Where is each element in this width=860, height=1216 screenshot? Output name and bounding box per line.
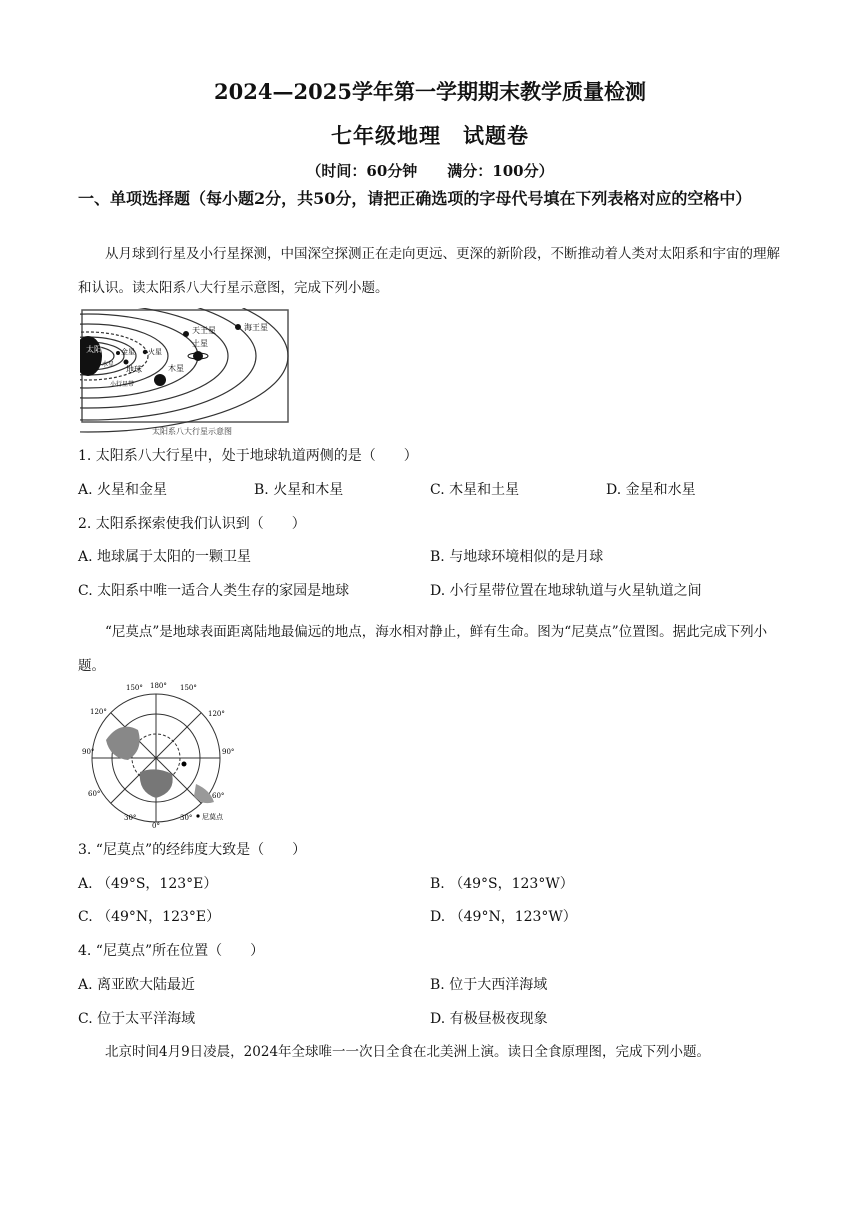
intro-paragraph-1: 从月球到行星及小行星探测，中国深空探测正在走向更远、更深的新阶段，不断推动着人类对太阳系和宇宙的理解和认识。读太阳系八大行星示意图，完成下列小题。 xyxy=(78,246,780,296)
antarctica-shape xyxy=(140,769,173,798)
tick-label: 30° xyxy=(124,814,137,822)
tick-label: 120° xyxy=(208,710,225,718)
jupiter-label: 木星 xyxy=(168,364,184,373)
tick-label: 90° xyxy=(82,748,95,756)
point-nemo-map xyxy=(80,680,240,830)
saturn-label: 土星 xyxy=(192,339,208,348)
q3-option-b[interactable]: B. （49°S，123°W） xyxy=(430,876,574,892)
exam-title: 2024—2025学年第一学期期末教学质量检测 xyxy=(214,79,646,104)
q4-option-d[interactable]: D. 有极昼极夜现象 xyxy=(430,1011,548,1027)
south-america-shape xyxy=(194,784,214,803)
q1-option-d[interactable]: D. 金星和水星 xyxy=(606,482,696,498)
q4-option-a[interactable]: A. 离亚欧大陆最近 xyxy=(78,977,196,993)
q3-option-a[interactable]: A. （49°S，123°E） xyxy=(78,876,218,892)
uranus-label: 天王星 xyxy=(192,326,216,335)
question-2-stem: 2. 太阳系探索使我们认识到（ ） xyxy=(78,516,306,532)
q2-option-d[interactable]: D. 小行星带位置在地球轨道与火星轨道之间 xyxy=(430,583,702,599)
q1-option-b[interactable]: B. 火星和木星 xyxy=(254,482,344,498)
q4-option-c[interactable]: C. 位于太平洋海域 xyxy=(78,1011,196,1027)
tick-label: 60° xyxy=(212,792,225,800)
neptune-label: 海王星 xyxy=(244,323,268,332)
neptune-dot xyxy=(235,324,241,330)
q2-option-b[interactable]: B. 与地球环境相似的是月球 xyxy=(430,549,604,565)
earth-dot xyxy=(124,360,129,365)
asteroid-belt-label: 小行星带 xyxy=(110,381,135,388)
australia-shape xyxy=(106,727,140,760)
question-3-stem: 3. “尼莫点”的经纬度大致是（ ） xyxy=(78,842,307,858)
q2-option-a[interactable]: A. 地球属于太阳的一颗卫星 xyxy=(78,549,252,565)
tick-label: 180° xyxy=(150,682,167,690)
tick-label: 0° xyxy=(152,822,160,830)
mars-label: 火星 xyxy=(148,348,162,356)
section-heading: 一、单项选择题（每小题2分，共50分，请把正确选项的字母代号填在下列表格对应的空格中） xyxy=(78,189,752,208)
intro-paragraph-3: 北京时间4月9日凌晨，2024年全球唯一一次日全食在北美洲上演。读日全食原理图，完成下列小题。 xyxy=(105,1044,711,1060)
mars-dot xyxy=(143,350,147,354)
solar-system-diagram xyxy=(80,308,290,438)
q1-option-a[interactable]: A. 火星和金星 xyxy=(78,482,168,498)
venus-label: 金星 xyxy=(121,348,135,356)
mercury-label: 水星 xyxy=(102,361,115,368)
tick-label: 150° xyxy=(126,684,143,692)
intro-paragraph-2: “尼莫点”是地球表面距离陆地最偏远的地点，海水相对静止，鲜有生命。图为“尼莫点”位置图。据此完成下列小题。 xyxy=(78,624,768,674)
tick-label: 150° xyxy=(180,684,197,692)
figure-caption: 太阳系八大行星示意图 xyxy=(152,427,232,436)
exam-meta: （时间：60分钟 满分：100分） xyxy=(306,162,554,180)
sun-label: 太阳 xyxy=(86,345,102,354)
uranus-dot xyxy=(183,331,189,337)
question-1-stem: 1. 太阳系八大行星中，处于地球轨道两侧的是（ ） xyxy=(78,448,418,464)
tick-label: 120° xyxy=(90,708,107,716)
tick-label: 30° xyxy=(180,814,193,822)
question-4-stem: 4. “尼莫点”所在位置（ ） xyxy=(78,943,265,959)
exam-subtitle: 七年级地理 试题卷 xyxy=(331,123,529,148)
q2-option-c[interactable]: C. 太阳系中唯一适合人类生存的家园是地球 xyxy=(78,583,350,599)
map-legend: 尼莫点 xyxy=(202,813,223,821)
q4-option-b[interactable]: B. 位于大西洋海域 xyxy=(430,977,548,993)
jupiter-dot xyxy=(154,374,166,386)
q3-option-d[interactable]: D. （49°N，123°W） xyxy=(430,909,577,925)
q1-option-c[interactable]: C. 木星和土星 xyxy=(430,482,520,498)
tick-label: 90° xyxy=(222,748,235,756)
q3-option-c[interactable]: C. （49°N，123°E） xyxy=(78,909,221,925)
tick-label: 60° xyxy=(88,790,101,798)
point-nemo-dot xyxy=(182,762,187,767)
venus-dot xyxy=(116,351,120,355)
earth-label: 地球 xyxy=(126,365,142,374)
